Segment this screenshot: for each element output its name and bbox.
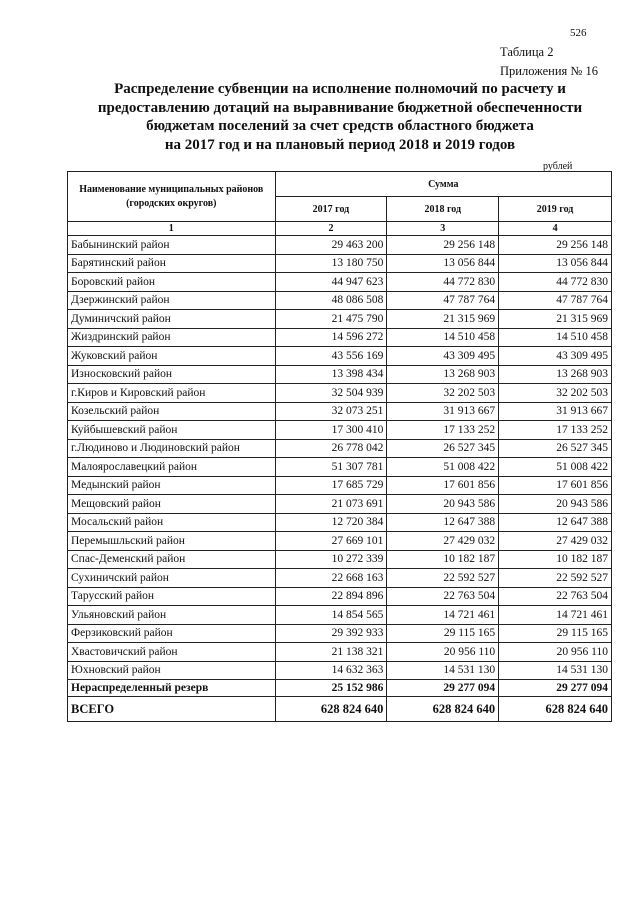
title-line-2: предоставлению дотаций на выравнивание бюджетной обеспеченности — [97, 99, 583, 116]
appendix-ref-line: Приложения № 16 — [500, 64, 598, 78]
value-2018: 47 787 764 — [387, 291, 499, 310]
page-number: 526 — [570, 27, 587, 39]
table-row — [68, 310, 612, 329]
reserve-row — [68, 680, 612, 697]
reserve-2019: 29 277 094 — [499, 680, 612, 697]
value-2019: 17 133 252 — [499, 421, 612, 440]
table-row — [68, 328, 612, 347]
value-2019: 47 787 764 — [499, 291, 612, 310]
reserve-label: Нераспределенный резерв — [68, 680, 276, 697]
value-2019: 14 510 458 — [499, 328, 612, 347]
value-2017: 48 086 508 — [275, 291, 387, 310]
district-name: Сухиничский район — [68, 569, 276, 588]
value-2017: 26 778 042 — [275, 439, 387, 458]
table-body — [68, 236, 612, 680]
value-2018: 26 527 345 — [387, 439, 499, 458]
value-2019: 29 256 148 — [499, 236, 612, 255]
value-2018: 31 913 667 — [387, 402, 499, 421]
district-name: Юхновский район — [68, 661, 276, 680]
value-2019: 32 202 503 — [499, 384, 612, 403]
district-name: Хвастовичский район — [68, 643, 276, 662]
value-2019: 13 056 844 — [499, 254, 612, 273]
value-2017: 22 668 163 — [275, 569, 387, 588]
district-name: Малоярославецкий район — [68, 458, 276, 477]
table-row — [68, 643, 612, 662]
header-sum: Сумма — [275, 172, 611, 197]
reserve-2018: 29 277 094 — [387, 680, 499, 697]
value-2019: 27 429 032 — [499, 532, 612, 551]
value-2017: 43 556 169 — [275, 347, 387, 366]
district-name: Перемышльский район — [68, 532, 276, 551]
col-number: 1 — [68, 222, 276, 236]
value-2019: 13 268 903 — [499, 365, 612, 384]
value-2018: 22 592 527 — [387, 569, 499, 588]
table-row — [68, 365, 612, 384]
table-row — [68, 476, 612, 495]
value-2019: 22 763 504 — [499, 587, 612, 606]
district-name: Думиничский район — [68, 310, 276, 329]
value-2018: 32 202 503 — [387, 384, 499, 403]
value-2019: 10 182 187 — [499, 550, 612, 569]
table-row — [68, 550, 612, 569]
units-label: рублей — [543, 161, 573, 172]
col-number: 2 — [275, 222, 387, 236]
value-2018: 13 056 844 — [387, 254, 499, 273]
value-2018: 20 956 110 — [387, 643, 499, 662]
value-2017: 51 307 781 — [275, 458, 387, 477]
value-2018: 14 510 458 — [387, 328, 499, 347]
district-name: Барятинский район — [68, 254, 276, 273]
col-number: 3 — [387, 222, 499, 236]
district-name: Тарусский район — [68, 587, 276, 606]
header-year-2019: 2019 год — [499, 197, 612, 222]
value-2018: 51 008 422 — [387, 458, 499, 477]
value-2017: 12 720 384 — [275, 513, 387, 532]
table-row — [68, 661, 612, 680]
table-row — [68, 254, 612, 273]
table-row — [68, 384, 612, 403]
district-name: Износковский район — [68, 365, 276, 384]
table-row — [68, 458, 612, 477]
value-2018: 27 429 032 — [387, 532, 499, 551]
value-2017: 10 272 339 — [275, 550, 387, 569]
district-name: Ульяновский район — [68, 606, 276, 625]
value-2019: 26 527 345 — [499, 439, 612, 458]
district-name: Ферзиковский район — [68, 624, 276, 643]
district-name: г.Киров и Кировский район — [68, 384, 276, 403]
total-row — [68, 697, 612, 722]
value-2017: 17 300 410 — [275, 421, 387, 440]
value-2017: 14 632 363 — [275, 661, 387, 680]
district-name: Спас-Деменский район — [68, 550, 276, 569]
value-2017: 14 854 565 — [275, 606, 387, 625]
table-row — [68, 291, 612, 310]
value-2018: 29 115 165 — [387, 624, 499, 643]
district-name: Бабынинский район — [68, 236, 276, 255]
value-2017: 13 398 434 — [275, 365, 387, 384]
table-row — [68, 587, 612, 606]
value-2019: 12 647 388 — [499, 513, 612, 532]
district-name: Жиздринский район — [68, 328, 276, 347]
header-year-2018: 2018 год — [387, 197, 499, 222]
value-2018: 17 601 856 — [387, 476, 499, 495]
table-reference — [500, 43, 598, 81]
title-line-4: на 2017 год и на плановый период 2018 и 2019 годов — [164, 136, 516, 153]
value-2018: 43 309 495 — [387, 347, 499, 366]
value-2018: 14 531 130 — [387, 661, 499, 680]
district-name: Мещовский район — [68, 495, 276, 514]
value-2019: 44 772 830 — [499, 273, 612, 292]
value-2017: 29 463 200 — [275, 236, 387, 255]
total-2019: 628 824 640 — [499, 697, 612, 722]
reserve-2017: 25 152 986 — [275, 680, 387, 697]
table-row — [68, 402, 612, 421]
district-name: Дзержинский район — [68, 291, 276, 310]
value-2018: 44 772 830 — [387, 273, 499, 292]
district-name: Куйбышевский район — [68, 421, 276, 440]
table-row — [68, 569, 612, 588]
value-2019: 31 913 667 — [499, 402, 612, 421]
value-2017: 44 947 623 — [275, 273, 387, 292]
header-name-column: Наименование муниципальных районов (городских округов) — [68, 172, 276, 222]
table-row — [68, 421, 612, 440]
value-2017: 17 685 729 — [275, 476, 387, 495]
value-2017: 21 475 790 — [275, 310, 387, 329]
value-2019: 21 315 969 — [499, 310, 612, 329]
value-2017: 32 504 939 — [275, 384, 387, 403]
value-2019: 20 956 110 — [499, 643, 612, 662]
table-row — [68, 513, 612, 532]
value-2017: 27 669 101 — [275, 532, 387, 551]
total-2017: 628 824 640 — [275, 697, 387, 722]
table-row — [68, 439, 612, 458]
value-2019: 17 601 856 — [499, 476, 612, 495]
value-2019: 14 721 461 — [499, 606, 612, 625]
value-2017: 21 138 321 — [275, 643, 387, 662]
table-row — [68, 606, 612, 625]
district-name: Медынский район — [68, 476, 276, 495]
value-2019: 51 008 422 — [499, 458, 612, 477]
value-2018: 13 268 903 — [387, 365, 499, 384]
table-row — [68, 347, 612, 366]
value-2018: 21 315 969 — [387, 310, 499, 329]
value-2017: 13 180 750 — [275, 254, 387, 273]
value-2017: 14 596 272 — [275, 328, 387, 347]
total-label: ВСЕГО — [68, 697, 276, 722]
document-title — [90, 80, 590, 154]
district-name: Мосальский район — [68, 513, 276, 532]
value-2018: 22 763 504 — [387, 587, 499, 606]
value-2018: 17 133 252 — [387, 421, 499, 440]
title-line-3: бюджетам поселений за счет средств областного бюджета — [146, 118, 534, 134]
table-row — [68, 495, 612, 514]
table-row — [68, 273, 612, 292]
value-2017: 32 073 251 — [275, 402, 387, 421]
table-row — [68, 236, 612, 255]
value-2017: 22 894 896 — [275, 587, 387, 606]
value-2018: 29 256 148 — [387, 236, 499, 255]
value-2019: 14 531 130 — [499, 661, 612, 680]
total-2018: 628 824 640 — [387, 697, 499, 722]
subsidy-table — [67, 171, 612, 722]
district-name: Боровский район — [68, 273, 276, 292]
value-2018: 10 182 187 — [387, 550, 499, 569]
value-2018: 14 721 461 — [387, 606, 499, 625]
value-2018: 20 943 586 — [387, 495, 499, 514]
district-name: г.Людиново и Людиновский район — [68, 439, 276, 458]
table-ref-line: Таблица 2 — [500, 45, 554, 59]
value-2019: 29 115 165 — [499, 624, 612, 643]
table-row — [68, 532, 612, 551]
col-number: 4 — [499, 222, 612, 236]
title-line-1: Распределение субвенции на исполнение полномочий по расчету и — [114, 81, 566, 97]
value-2017: 21 073 691 — [275, 495, 387, 514]
header-year-2017: 2017 год — [275, 197, 387, 222]
value-2019: 20 943 586 — [499, 495, 612, 514]
value-2017: 29 392 933 — [275, 624, 387, 643]
table-row — [68, 624, 612, 643]
value-2019: 43 309 495 — [499, 347, 612, 366]
value-2019: 22 592 527 — [499, 569, 612, 588]
value-2018: 12 647 388 — [387, 513, 499, 532]
district-name: Козельский район — [68, 402, 276, 421]
district-name: Жуковский район — [68, 347, 276, 366]
